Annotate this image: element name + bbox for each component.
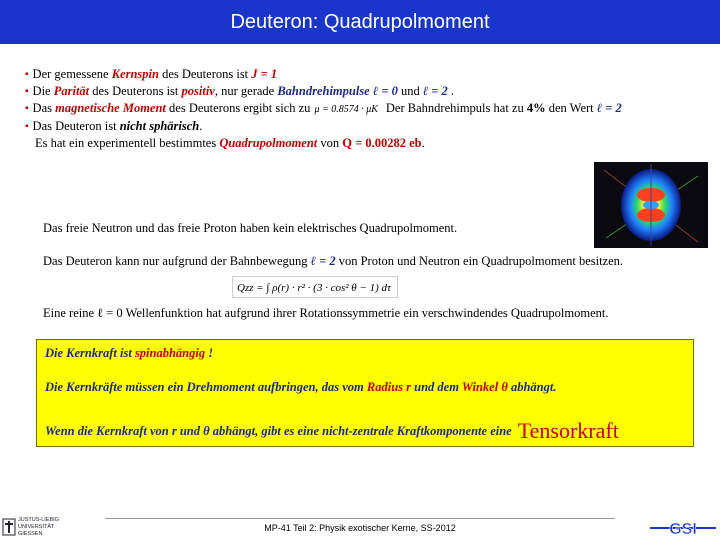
- text: Das: [32, 101, 56, 115]
- text: , nur gerade: [214, 84, 278, 98]
- box-line-torque: [45, 380, 556, 395]
- paragraph-free-nucleons: Das freie Neutron und das freie Proton haben kein elektrisches Quadrupolmoment.: [43, 221, 458, 235]
- bullet-marker-icon: ▪: [25, 69, 29, 80]
- formula-mu: μ = 0.8574 · μK: [314, 104, 378, 115]
- value-percent: 4%: [526, 101, 546, 115]
- term-tensorkraft: Tensorkraft: [517, 418, 619, 443]
- term-quadrupolmoment: Quadrupolmoment: [219, 136, 318, 150]
- logo-text-line3: GIESSEN: [18, 531, 43, 537]
- bullet-list: [25, 66, 715, 152]
- text: Das Deuteron ist: [32, 119, 120, 133]
- gsi-logo: [650, 518, 716, 538]
- text: des Deuterons ist: [158, 67, 252, 81]
- paragraph-rotational-symmetry: Eine reine ℓ = 0 Wellenfunktion hat aufgrund ihrer Rotationssymmetrie ein verschwindendes Quadrupolmoment.: [43, 306, 609, 320]
- text: .: [199, 119, 203, 133]
- text: und dem: [411, 380, 462, 394]
- box-line-tensor: [45, 418, 619, 444]
- footer-divider: [105, 518, 615, 519]
- text: des Deuterons ist: [89, 84, 182, 98]
- term-paritaet: Parität: [53, 84, 90, 98]
- slide-title: Deuteron: Quadrupolmoment: [0, 0, 720, 44]
- footer-text: MP-41 Teil 2: Physik exotischer Kerne, SS-2012: [264, 523, 456, 533]
- term-bahndrehimpulse: Bahndrehimpulse ℓ = 0: [277, 84, 398, 98]
- logo-text-line2: UNIVERSITÄT: [18, 524, 55, 530]
- svg-text:GSI: GSI: [669, 521, 697, 538]
- text: !: [205, 346, 214, 360]
- bullet-marker-icon: ▪: [25, 103, 29, 114]
- paragraph-orbital-motion: [43, 254, 623, 269]
- bullet-kernspin: [25, 66, 715, 83]
- value-l2: ℓ = 2: [310, 254, 336, 268]
- bullet-nicht-sphaerisch: [25, 118, 715, 135]
- text: abhängt.: [507, 380, 557, 394]
- term-winkel: Winkel θ: [461, 380, 508, 394]
- gsi-logo-icon: [650, 518, 716, 538]
- deuteron-density-graphic: [594, 162, 708, 248]
- term-magnetisches-moment: magnetische Moment: [55, 101, 166, 115]
- text: des Deuterons ergibt sich zu: [165, 101, 311, 115]
- text: Die Kernkräfte müssen ein Drehmoment aufbringen, das vom: [45, 380, 367, 394]
- text: Die Kernkraft ist: [45, 346, 135, 360]
- text: von Proton und Neutron ein Quadrupolmoment besitzen.: [335, 254, 624, 268]
- text: den Wert: [545, 101, 597, 115]
- bullet-paritaet: [25, 83, 715, 100]
- text: und: [397, 84, 423, 98]
- text: Es hat ein experimentell bestimmtes: [35, 136, 220, 150]
- bullet-marker-icon: ▪: [25, 86, 29, 97]
- deuteron-density-image: [594, 162, 708, 248]
- text: Der gemessene: [32, 67, 112, 81]
- term-kernspin: Kernspin: [111, 67, 159, 81]
- footer: [0, 514, 720, 540]
- value-l2: ℓ = 2: [596, 101, 622, 115]
- text: Wenn die Kernkraft von r und θ abhängt, gibt es eine nicht-zentrale Kraftkomponente eine: [45, 424, 512, 438]
- bullet-magnetisches-moment: [25, 100, 715, 118]
- value-j: J = 1: [251, 67, 278, 81]
- bullet-marker-icon: ▪: [25, 121, 29, 132]
- conclusion-box: [36, 339, 694, 447]
- logo-text-line1: JUSTUS-LIEBIG: [18, 517, 59, 523]
- term-radius: Radius r: [366, 380, 412, 394]
- value-q: Q = 0.00282 eb: [342, 136, 422, 150]
- term-positiv: positiv: [181, 84, 215, 98]
- value-l2: ℓ = 2: [422, 84, 448, 98]
- box-line-spin: [45, 346, 213, 361]
- text: Die: [32, 84, 54, 98]
- text: Das Deuteron kann nur aufgrund der Bahnbewegung: [43, 254, 311, 268]
- quadrupole-formula: Qzz = ∫ ρ(r) · r² · (3 · cos² θ − 1) dτ: [232, 276, 398, 298]
- text: Der Bahndrehimpuls hat zu: [385, 101, 527, 115]
- text: .: [447, 84, 455, 98]
- text: von: [317, 136, 343, 150]
- term-spinabhaengig: spinabhängig: [134, 346, 206, 360]
- bullet-quadrupolmoment: [25, 135, 715, 152]
- text: .: [421, 136, 425, 150]
- term-nicht-sphaerisch: nicht sphärisch: [119, 119, 200, 133]
